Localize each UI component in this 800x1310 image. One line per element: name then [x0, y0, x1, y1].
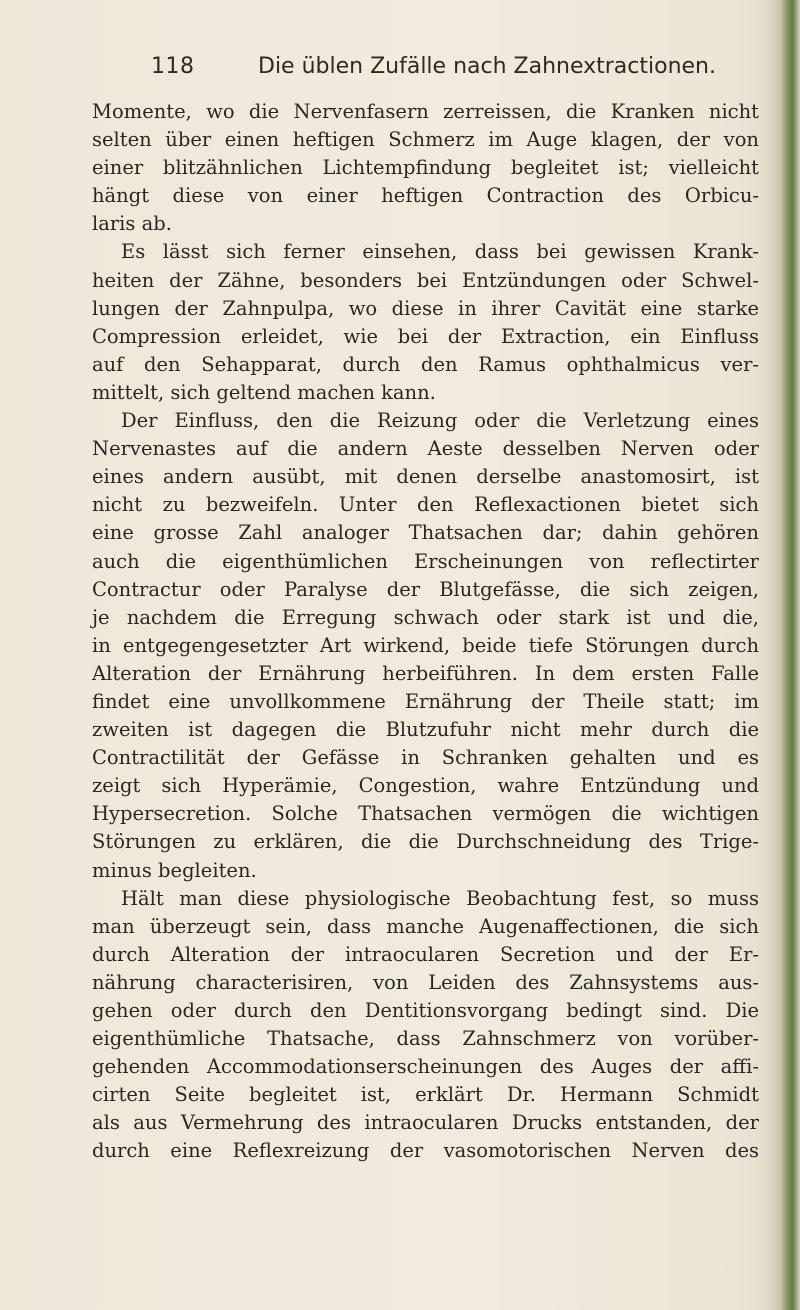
text-line: Nervenastes auf die andern Aeste desselben Nerven oder: [92, 437, 759, 461]
text-line: zeigt sich Hyperämie, Congestion, wahre Entzündung und: [92, 774, 759, 798]
text-line: durch eine Reflexreizung der vasomotorischen Nerven des: [92, 1139, 759, 1163]
text-line: Störungen zu erklären, die die Durchschneidung des Trige-: [92, 830, 759, 854]
text-line: zweiten ist dagegen die Blutzufuhr nicht mehr durch die: [92, 718, 759, 742]
text-line: in entgegengesetzter Art wirkend, beide tiefe Störungen durch: [92, 633, 759, 657]
text-line: einer blitzähnlichen Lichtempfindung begleitet ist; vielleicht: [92, 156, 759, 180]
text-line: Contractur oder Paralyse der Blutgefässe, die sich zeigen,: [92, 577, 759, 601]
text-line: eines andern ausübt, mit denen derselbe anastomosirt, ist: [92, 465, 759, 489]
text-line: Contractilität der Gefässe in Schranken gehalten und es: [92, 746, 759, 770]
text-line: findet eine unvollkommene Ernährung der Theile statt; im: [92, 689, 759, 713]
text-line: cirten Seite begleitet ist, erklärt Dr. Hermann Schmidt: [92, 1083, 759, 1107]
text-line: als aus Vermehrung des intraocularen Drucks entstanden, der: [92, 1111, 759, 1135]
text-line: eine grosse Zahl analoger Thatsachen dar; dahin gehören: [92, 521, 759, 545]
text-line: selten über einen heftigen Schmerz im Auge klagen, der von: [92, 128, 759, 152]
text-line: gehen oder durch den Dentitionsvorgang bedingt sind. Die: [92, 999, 759, 1022]
text-line: nährung characterisiren, von Leiden des Zahnsystems aus-: [92, 970, 759, 994]
text-line: Momente, wo die Nervenfasern zerreissen, die Kranken nicht: [92, 100, 759, 123]
page-header: [0, 54, 800, 84]
text-line: je nachdem die Erregung schwach oder stark ist und die,: [92, 605, 759, 629]
text-line: durch Alteration der intraocularen Secretion und der Er-: [92, 942, 759, 966]
running-head: Die üblen Zufälle nach Zahnextractionen.: [258, 54, 716, 79]
text-line: Es lässt sich ferner einsehen, dass bei gewissen Krank-: [121, 240, 759, 264]
page-number: 118: [151, 54, 195, 79]
text-line: Hypersecretion. Solche Thatsachen vermögen die wichtigen: [92, 802, 759, 826]
text-line: Alteration der Ernährung herbeiführen. In dem ersten Falle: [92, 661, 759, 685]
text-line: heiten der Zähne, besonders bei Entzündungen oder Schwel-: [92, 268, 759, 292]
text-line: gehenden Accommodationserscheinungen des Auges der affi-: [92, 1055, 759, 1079]
text-line: Der Einfluss, den die Reizung oder die Verletzung eines: [121, 409, 759, 433]
text-line: man überzeugt sein, dass manche Augenaffectionen, die sich: [92, 914, 759, 938]
text-line: nicht zu bezweifeln. Unter den Reflexactionen bietet sich: [92, 493, 759, 517]
text-line: mittelt, sich geltend machen kann.: [92, 380, 436, 404]
text-line: hängt diese von einer heftigen Contraction des Orbicu-: [92, 184, 759, 208]
page-edge-shadow: [766, 0, 800, 1310]
text-line: minus begleiten.: [92, 858, 257, 882]
text-line: Compression erleidet, wie bei der Extraction, ein Einfluss: [92, 324, 759, 348]
text-line: laris ab.: [92, 212, 172, 236]
text-line: auch die eigenthümlichen Erscheinungen von reflectirter: [92, 549, 759, 573]
body-text: [92, 98, 759, 1166]
text-line: eigenthümliche Thatsache, dass Zahnschmerz von vorüber-: [92, 1027, 759, 1051]
text-line: lungen der Zahnpulpa, wo diese in ihrer Cavität eine starke: [92, 296, 759, 320]
text-line: Hält man diese physiologische Beobachtung fest, so muss: [121, 886, 759, 910]
text-line: auf den Sehapparat, durch den Ramus ophthalmicus ver-: [92, 352, 759, 376]
